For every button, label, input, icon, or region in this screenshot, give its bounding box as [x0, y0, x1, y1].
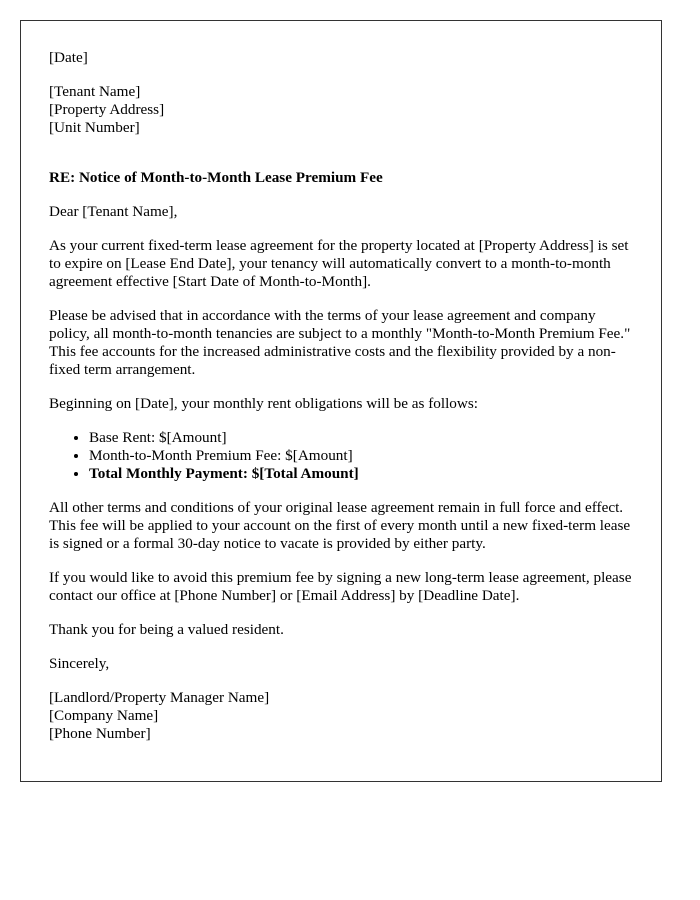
paragraph-avoid-fee: If you would like to avoid this premium fee by signing a new long-term lease agreement, please contact our office at [Phone Number] or [Email Address] by [Deadline Date].	[49, 569, 632, 604]
charge-base-rent: • Base Rent: $[Amount]	[89, 429, 633, 447]
closing: Sincerely,	[49, 655, 110, 672]
recipient-unit: [Unit Number]	[49, 119, 140, 136]
spacer	[49, 153, 633, 169]
recipient-name: [Tenant Name]	[49, 83, 141, 100]
signature-name: [Landlord/Property Manager Name]	[49, 689, 270, 706]
signature-phone: [Phone Number]	[49, 725, 151, 742]
letter-date: [Date]	[49, 49, 88, 66]
signature-block	[49, 689, 633, 743]
recipient-address: [Property Address]	[49, 101, 165, 118]
paragraph-obligations-intro: Beginning on [Date], your monthly rent obligations will be as follows:	[49, 395, 478, 412]
paragraph-thanks: Thank you for being a valued resident.	[49, 621, 284, 638]
charges-list	[49, 429, 633, 483]
paragraph-policy: Please be advised that in accordance with the terms of your lease agreement and company policy, all month-to-month tenancies are subject to a monthly "Month-to-Month Premium Fee." This fee accounts for the increased administrative costs and the flexibility provided by a non-fixed term arrangement.	[49, 307, 631, 378]
signature-company: [Company Name]	[49, 707, 159, 724]
paragraph-terms: All other terms and conditions of your original lease agreement remain in full force and effect. This fee will be applied to your account on the first of every month until a new fixed-term lease is signed or a formal 30-day notice to vacate is provided by either party.	[49, 499, 631, 552]
paragraph-intro: As your current fixed-term lease agreement for the property located at [Property Address] is set to expire on [Lease End Date], your tenancy will automatically convert to a month-to-month agreement effective [Start Date of Month-to-Month].	[49, 237, 629, 290]
letter-page	[20, 20, 662, 782]
salutation: Dear [Tenant Name],	[49, 203, 178, 220]
charge-total: • Total Monthly Payment: $[Total Amount]	[89, 465, 633, 483]
charge-premium-fee: • Month-to-Month Premium Fee: $[Amount]	[89, 447, 633, 465]
subject-line: RE: Notice of Month-to-Month Lease Premium Fee	[49, 169, 383, 186]
